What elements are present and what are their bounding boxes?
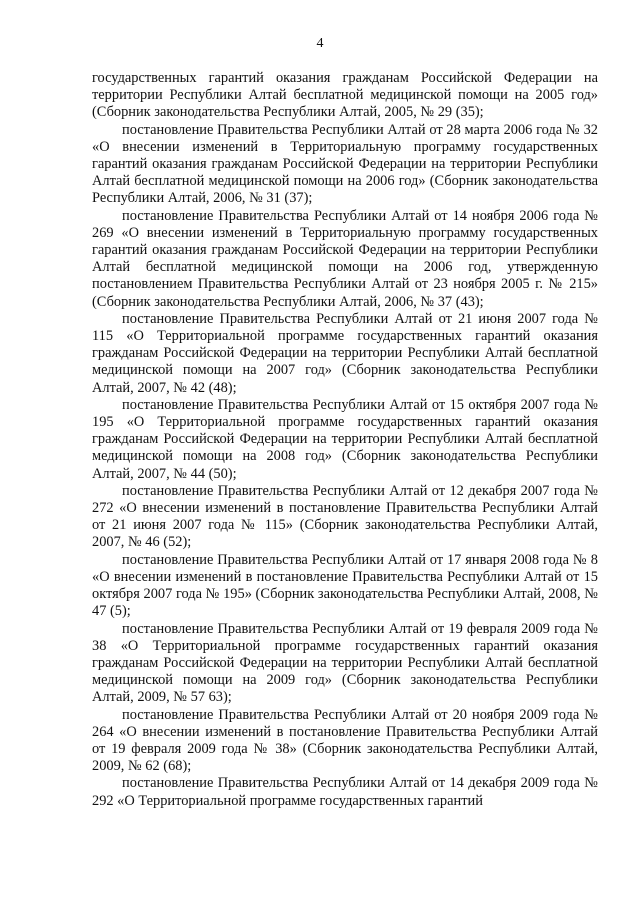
paragraph: постановление Правительства Республики Алтай от 12 декабря 2007 года № 272 «О внесении изменений в постановление Правительства Республики Алтай от 21 июня 2007 года № 115» (Сборник законодательства Республики Алтай, 2007, № 46 (52); [92, 482, 598, 551]
paragraph: постановление Правительства Республики Алтай от 14 ноября 2006 года № 269 «О внесении изменений в Территориальную программу государственных гарантий оказания гражданам Российской Федерации на территории Республики Алтай бесплатной медицинской помощи на 2006 год, утвержденную постановлением Правительства Республики Алтай от 23 ноября 2005 г. № 215» (Сборник законодательства Республики Алтай, 2006, № 37 (43); [92, 207, 598, 310]
paragraph: постановление Правительства Республики Алтай от 21 июня 2007 года № 115 «О Территориальной программе государственных гарантий оказания гражданам Российской Федерации на территории Республики Алтай бесплатной медицинской помощи на 2007 год» (Сборник законодательства Республики Алтай, 2007, № 42 (48); [92, 310, 598, 396]
paragraph: постановление Правительства Республики Алтай от 20 ноября 2009 года № 264 «О внесении изменений в постановление Правительства Республики Алтай от 19 февраля 2009 года № 38» (Сборник законодательства Республики Алтай, 2009, № 62 (68); [92, 706, 598, 775]
document-body [92, 70, 598, 810]
paragraph: постановление Правительства Республики Алтай от 14 декабря 2009 года № 292 «О Территориальной программе государственных гарантий [92, 775, 598, 809]
paragraph: постановление Правительства Республики Алтай от 19 февраля 2009 года № 38 «О Территориальной программе государственных гарантий оказания гражданам Российской Федерации на территории Республики Алтай бесплатной медицинской помощи на 2009 год» (Сборник законодательства Республики Алтай, 2009, № 57 63); [92, 620, 598, 706]
paragraph: государственных гарантий оказания гражданам Российской Федерации на территории Республики Алтай бесплатной медицинской помощи на 2005 год» (Сборник законодательства Республики Алтай, 2005, № 29 (35); [92, 70, 598, 121]
paragraph: постановление Правительства Республики Алтай от 28 марта 2006 года № 32 «О внесении изменений в Территориальную программу государственных гарантий оказания гражданам Российской Федерации на территории Республики Алтай бесплатной медицинской помощи на 2006 год» (Сборник законодательства Республики Алтай, 2006, № 31 (37); [92, 121, 598, 207]
paragraph: постановление Правительства Республики Алтай от 15 октября 2007 года № 195 «О Территориальной программе государственных гарантий оказания гражданам Российской Федерации на территории Республики Алтай бесплатной медицинской помощи на 2008 год» (Сборник законодательства Республики Алтай, 2007, № 44 (50); [92, 396, 598, 482]
page-number: 4 [316, 36, 324, 51]
paragraph: постановление Правительства Республики Алтай от 17 января 2008 года № 8 «О внесении изменений в постановление Правительства Республики Алтай от 15 октября 2007 года № 195» (Сборник законодательства Республики Алтай, 2008, № 47 (5); [92, 551, 598, 620]
